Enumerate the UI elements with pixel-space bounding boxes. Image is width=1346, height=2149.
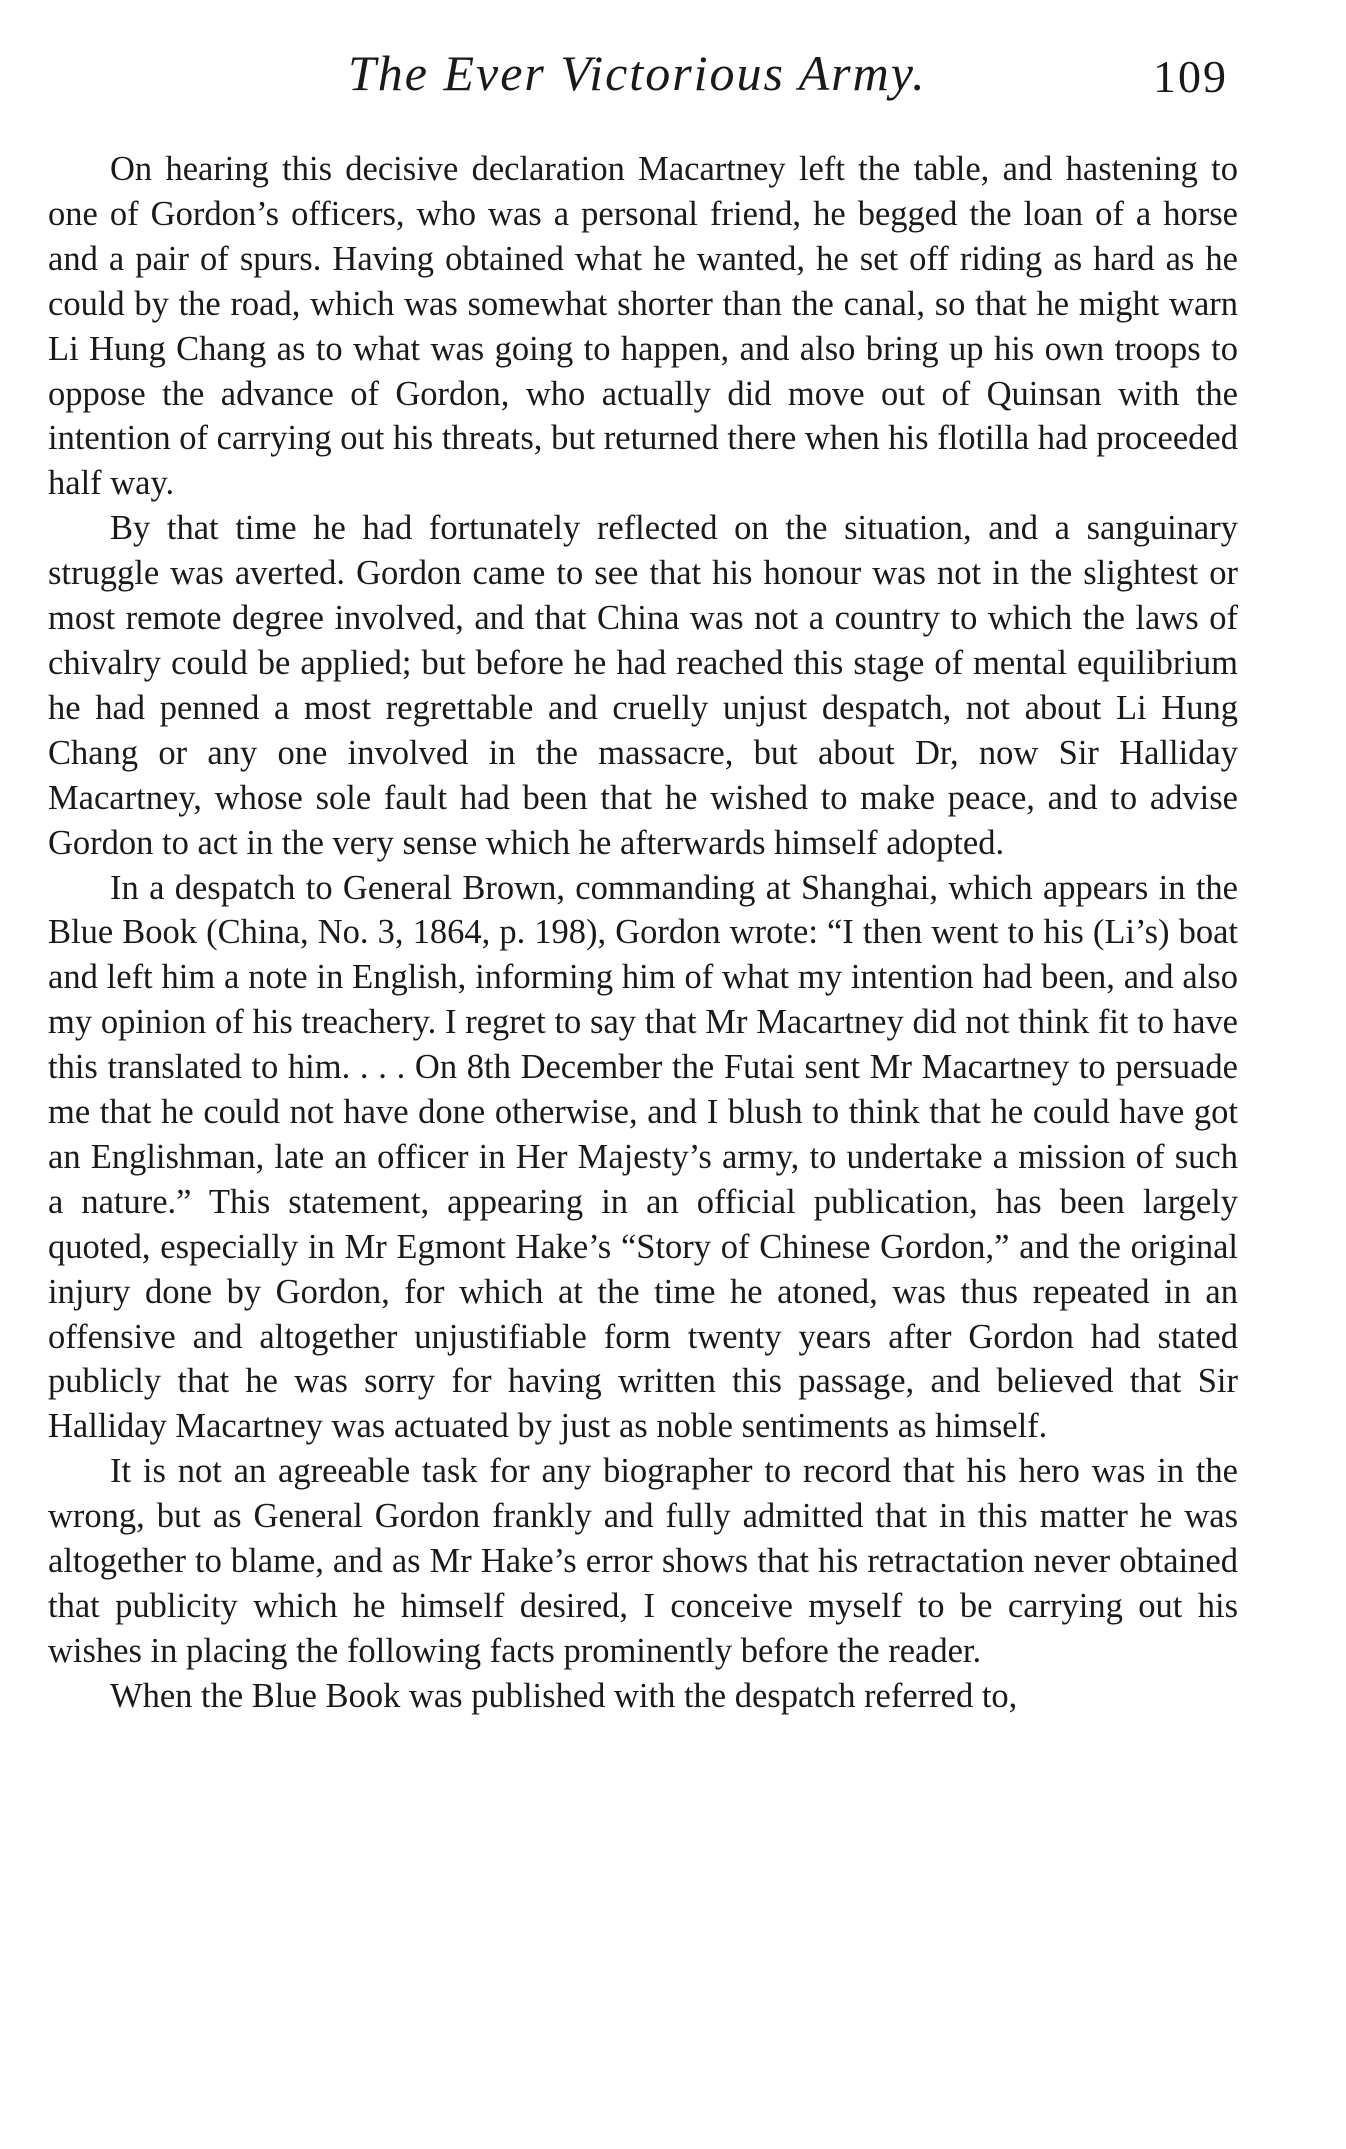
paragraph: When the Blue Book was published with the despatch referred to, [110,1676,1018,1715]
page-number: 109 [1153,51,1228,102]
paragraph: It is not an agreeable task for any biographer to record that his hero was in the wrong, but as General Gordon frankly and fully admitted that in this matter he was altogether to blame, and as Mr Hake’s error shows that his retractation never obtained that publicity which he himself desired, I conceive myself to be carrying out his wishes in placing the following facts prominently before the reader. [48,1452,1238,1670]
page-header [0,38,1346,108]
running-title: The Ever Victorious Army. [348,45,927,101]
paragraph: On hearing this decisive declaration Macartney left the table, and hastening to one of Gordon’s officers, who was a personal friend, he begged the loan of a horse and a pair of spurs. Having obtained what he wanted, he set off riding as hard as he could by the road, which was somewhat shorter than the canal, so that he might warn Li Hung Chang as to what was going to happen, and also bring up his own troops to oppose the advance of Gordon, who actually did move out of Quinsan with the intention of carrying out his threats, but returned there when his flotilla had proceeded half way. [48,150,1238,503]
paragraph: By that time he had fortunately reflected on the situation, and a sanguinary struggle was averted. Gordon came to see that his honour was not in the slightest or most remote degree involved, and that China was not a country to which the laws of chivalry could be applied; but before he had reached this stage of mental equilibrium he had penned a most regrettable and cruelly unjust despatch, not about Li Hung Chang or any one involved in the massacre, but about Dr, now Sir Halliday Macartney, whose sole fault had been that he wished to make peace, and to advise Gordon to act in the very sense which he afterwards himself adopted. [48,509,1238,862]
body-text [48,147,1238,1719]
paragraph: In a despatch to General Brown, commanding at Shanghai, which appears in the Blue Book (China, No. 3, 1864, p. 198), Gordon wrote: “I then went to his (Li’s) boat and left him a note in English, informing him of what my intention had been, and also my opinion of his treachery. I regret to say that Mr Macartney did not think fit to have this translated to him. . . . On 8th December the Futai sent Mr Macartney to persuade me that he could not have done otherwise, and I blush to think that he could have got an Englishman, late an officer in Her Majesty’s army, to undertake a mission of such a nature.” This statement, appearing in an official publication, has been largely quoted, especially in Mr Egmont Hake’s “Story of Chinese Gordon,” and the original injury done by Gordon, for which at the time he atoned, was thus repeated in an offensive and altogether unjustifiable form twenty years after Gordon had stated publicly that he was sorry for having written this passage, and believed that Sir Halliday Macartney was actuated by just as noble sentiments as himself. [48,868,1238,1446]
